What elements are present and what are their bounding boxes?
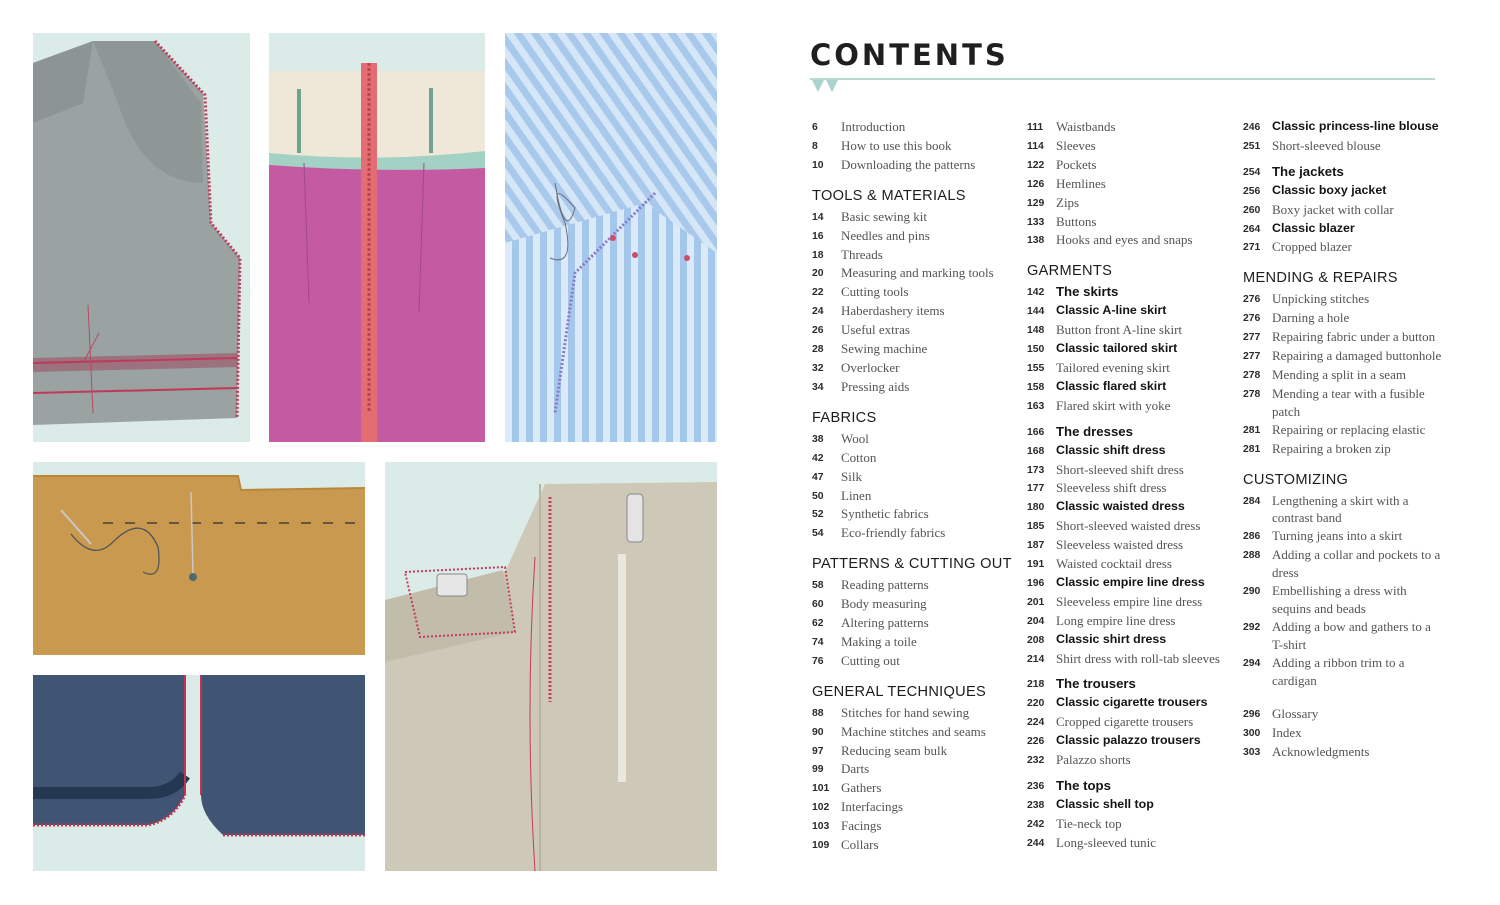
toc-page-number: 150 [1027, 344, 1045, 356]
toc-entry [1027, 675, 1232, 694]
toc-entry [1027, 796, 1232, 815]
toc-page-number: 129 [1027, 197, 1045, 209]
toc-entry-title: Adding a bow and gathers to a T-shirt [1272, 618, 1431, 652]
toc-entry-title: Sleeveless shift dress [1056, 480, 1167, 496]
title-triangle-right [826, 80, 838, 92]
toc-entry [812, 760, 1017, 779]
toc-entry [1243, 618, 1443, 654]
photo-striped-shirt [505, 33, 717, 442]
toc-entry-title: Classic blazer [1272, 220, 1355, 235]
toc-page-number: 276 [1243, 294, 1261, 306]
toc-entry [1243, 705, 1443, 724]
toc-page-number: 102 [812, 802, 830, 814]
toc-page-number: 277 [1243, 332, 1261, 344]
toc-page-number: 254 [1243, 166, 1261, 178]
toc-page-number: 187 [1027, 540, 1045, 552]
toc-entry-title: Glossary [1272, 706, 1319, 722]
toc-entry [1243, 654, 1443, 690]
toc-page-number: 246 [1243, 122, 1261, 133]
toc-entry [1243, 421, 1443, 440]
toc-entry [812, 595, 1017, 614]
toc-entry-title: Repairing or replacing elastic [1272, 421, 1426, 437]
toc-entry [1027, 751, 1232, 770]
toc-page-number: 214 [1027, 653, 1045, 665]
toc-entry [812, 430, 1017, 449]
toc-entry-title: Classic shirt dress [1056, 631, 1167, 646]
toc-entry [1027, 359, 1232, 378]
toc-entry-title: Classic tailored skirt [1056, 341, 1178, 356]
toc-page-number: 158 [1027, 381, 1045, 393]
toc-entry-title: Waisted cocktail dress [1056, 556, 1172, 572]
section-heading: PATTERNS & CUTTING OUT [812, 556, 1012, 573]
toc-page-number: 126 [1027, 178, 1045, 190]
toc-page-number: 76 [812, 655, 824, 667]
toc-entry [812, 321, 1017, 340]
toc-entry-title: Facings [841, 818, 882, 834]
toc-entry-title: Palazzo shorts [1056, 752, 1131, 768]
toc-entry-title: Reducing seam bulk [841, 742, 948, 758]
toc-page-number: 99 [812, 764, 824, 776]
toc-entry-title: Classic boxy jacket [1272, 182, 1387, 197]
toc-entry-title: Buttons [1056, 213, 1097, 229]
toc-entry-title: Sleeveless empire line dress [1056, 593, 1203, 609]
toc-page-number: 185 [1027, 521, 1045, 533]
toc-entry-title: Tailored evening skirt [1056, 359, 1170, 375]
toc-entry [1243, 347, 1443, 366]
toc-entry-title: Adding a collar and pockets to a dress [1272, 547, 1441, 581]
toc-entry-title: Making a toile [841, 633, 917, 649]
toc-entry [1027, 194, 1232, 213]
toc-page-number: 236 [1027, 781, 1045, 792]
toc-entry-title: Short-sleeved shift dress [1056, 461, 1184, 477]
toc-entry-title: Classic princess-line blouse [1272, 119, 1439, 133]
toc-page-number: 300 [1243, 728, 1261, 740]
toc-entry [1027, 517, 1232, 536]
toc-page-number: 20 [812, 268, 824, 280]
toc-entry [1027, 612, 1232, 631]
toc-entry-title: Stitches for hand sewing [841, 704, 970, 720]
toc-entry [1243, 137, 1443, 156]
toc-entry [1027, 231, 1232, 250]
toc-entry [1027, 175, 1232, 194]
toc-entry-title: Pockets [1056, 156, 1097, 172]
toc-entry-title: Measuring and marking tools [841, 265, 994, 281]
toc-page-number: 114 [1027, 140, 1044, 152]
toc-entry-title: Classic empire line dress [1056, 574, 1205, 589]
toc-entry [1027, 378, 1232, 397]
toc-page-number: 303 [1243, 747, 1261, 759]
toc-entry [1027, 694, 1232, 713]
toc-entry-title: Classic A-line skirt [1056, 303, 1167, 318]
toc-entry [1027, 593, 1232, 612]
toc-entry-title: Button front A-line skirt [1056, 322, 1183, 338]
toc-page-number: 52 [812, 509, 824, 521]
toc-page-number: 292 [1243, 621, 1261, 633]
toc-page-number: 101 [812, 783, 830, 795]
toc-entry-title: Collars [841, 837, 879, 853]
toc-page-number: 60 [812, 599, 824, 611]
toc-entry-title: Repairing a broken zip [1272, 440, 1391, 456]
toc-page-number: 191 [1027, 559, 1045, 571]
toc-page-number: 232 [1027, 755, 1045, 767]
toc-page-number: 26 [812, 325, 824, 337]
toc-entry [1027, 732, 1232, 751]
toc-page-number: 208 [1027, 634, 1045, 646]
toc-page-number: 278 [1243, 388, 1261, 400]
toc-entry [1243, 724, 1443, 743]
toc-page-number: 10 [812, 159, 824, 171]
toc-entry-title: Repairing fabric under a button [1272, 329, 1436, 345]
toc-entry-title: Sewing machine [841, 341, 928, 357]
toc-page-number: 42 [812, 452, 824, 464]
toc-entry [812, 723, 1017, 742]
toc-page-number: 22 [812, 287, 824, 299]
toc-entry-title: Useful extras [841, 322, 910, 338]
toc-page-number: 264 [1243, 223, 1261, 235]
toc-entry-title: Overlocker [841, 359, 900, 375]
toc-entry-title: Darts [841, 761, 870, 777]
toc-page-number: 294 [1243, 657, 1261, 669]
toc-entry-title: Short-sleeved blouse [1272, 137, 1381, 153]
toc-entry [812, 576, 1017, 595]
toc-entry [812, 779, 1017, 798]
toc-entry [1027, 574, 1232, 593]
toc-page-number: 218 [1027, 679, 1045, 691]
section-heading: FABRICS [812, 409, 877, 426]
toc-page-number: 54 [812, 528, 824, 540]
toc-page-number: 138 [1027, 235, 1045, 247]
toc-entry [812, 208, 1017, 227]
toc-page-number: 6 [812, 122, 818, 133]
toc-entry-title: Classic flared skirt [1056, 378, 1167, 393]
section-heading: MENDING & REPAIRS [1243, 270, 1398, 287]
toc-entry-title: Mending a tear with a fusible patch [1272, 385, 1425, 419]
toc-page-number: 204 [1027, 615, 1045, 627]
toc-entry-title: Classic shift dress [1056, 442, 1166, 457]
toc-entry [812, 302, 1017, 321]
toc-page-number: 50 [812, 490, 824, 502]
toc-entry [1027, 777, 1232, 796]
toc-page-number: 8 [812, 140, 818, 152]
toc-entry-title: Long-sleeved tunic [1056, 834, 1156, 850]
toc-entry-title: Lengthening a skirt with a contrast band [1272, 492, 1409, 526]
toc-entry-title: Altering patterns [841, 615, 929, 631]
toc-page-number: 196 [1027, 577, 1045, 589]
toc-entry [1027, 650, 1232, 669]
toc-entry-title: Acknowledgments [1272, 744, 1370, 760]
toc-entry-title: Wool [841, 430, 869, 446]
toc-entry [812, 633, 1017, 652]
toc-entry [1243, 385, 1443, 421]
toc-entry [812, 704, 1017, 723]
toc-entry-title: Haberdashery items [841, 303, 945, 319]
toc-page-number: 148 [1027, 325, 1045, 337]
toc-entry [812, 468, 1017, 487]
toc-entry [1243, 163, 1443, 182]
toc-entry-title: Flared skirt with yoke [1056, 397, 1171, 413]
toc-entry-title: Boxy jacket with collar [1272, 201, 1394, 217]
toc-entry-title: Sleeveless waisted dress [1056, 537, 1184, 553]
toc-page-number: 286 [1243, 531, 1261, 543]
toc-entry-title: Synthetic fabrics [841, 506, 929, 522]
toc-page-number: 133 [1027, 216, 1045, 228]
toc-entry-title: The jackets [1272, 163, 1344, 179]
toc-entry [1027, 498, 1232, 517]
toc-page-number: 284 [1243, 495, 1261, 507]
toc-entry [1027, 321, 1232, 340]
toc-page-number: 177 [1027, 483, 1045, 495]
toc-page-number: 271 [1243, 242, 1261, 254]
toc-entry [1027, 397, 1232, 416]
toc-page-number: 103 [812, 821, 830, 833]
toc-entry [1243, 118, 1443, 137]
toc-entry-title: Adding a ribbon trim to a cardigan [1272, 654, 1405, 688]
toc-page-number: 220 [1027, 698, 1045, 710]
toc-entry [812, 742, 1017, 761]
toc-entry-title: Silk [841, 468, 862, 484]
toc-entry-title: How to use this book [841, 137, 952, 153]
toc-entry-title: Cutting tools [841, 284, 909, 300]
toc-page-number: 90 [812, 726, 824, 738]
toc-entry-title: Shirt dress with roll-tab sleeves [1056, 650, 1220, 666]
toc-entry-title: Waistbands [1056, 119, 1116, 134]
toc-page-number: 281 [1243, 424, 1261, 436]
toc-page-number: 242 [1027, 818, 1045, 830]
toc-entry [1243, 201, 1443, 220]
toc-page-number: 144 [1027, 306, 1045, 318]
section-heading: GENERAL TECHNIQUES [812, 683, 987, 700]
toc-entry [812, 118, 1017, 137]
toc-entry-title: Repairing a damaged buttonhole [1272, 348, 1442, 364]
photo-zip-insertion [269, 33, 485, 442]
page-title: CONTENTS [810, 38, 1009, 72]
toc-page-number: 288 [1243, 550, 1261, 562]
toc-page-number: 97 [812, 745, 824, 757]
toc-page-number: 290 [1243, 586, 1261, 598]
toc-entry-title: Body measuring [841, 596, 927, 612]
toc-page-number: 296 [1243, 709, 1261, 721]
toc-entry [1027, 213, 1232, 232]
toc-entry-title: Threads [841, 246, 883, 262]
toc-entry [1243, 582, 1443, 618]
toc-entry-title: Linen [841, 487, 872, 503]
toc-entry [1027, 461, 1232, 480]
photo-denim-hems [33, 675, 365, 871]
toc-entry-title: Cotton [841, 449, 877, 465]
toc-page-number: 168 [1027, 445, 1045, 457]
toc-entry [812, 283, 1017, 302]
toc-entry-title: Eco-friendly fabrics [841, 525, 946, 541]
toc-page-number: 88 [812, 707, 824, 719]
toc-entry [1027, 302, 1232, 321]
toc-page-number: 16 [812, 230, 824, 242]
section-heading: TOOLS & MATERIALS [812, 187, 966, 204]
toc-entry [812, 524, 1017, 543]
toc-entry-title: Classic cigarette trousers [1056, 695, 1208, 710]
toc-entry [812, 487, 1017, 506]
toc-entry-title: Interfacings [841, 799, 904, 815]
toc-page-number: 122 [1027, 159, 1045, 171]
toc-entry-title: Embellishing a dress with sequins and beads [1272, 583, 1407, 616]
toc-entry-title: Zips [1056, 194, 1080, 210]
toc-entry-title: Hemlines [1056, 175, 1106, 191]
title-triangle-left [812, 80, 824, 92]
toc-entry [812, 227, 1017, 246]
toc-entry-title: Needles and pins [841, 227, 930, 243]
toc-page-number: 277 [1243, 351, 1261, 363]
toc-entry-title: Cutting out [841, 652, 900, 668]
contents-column-3 [1243, 118, 1443, 762]
toc-entry [812, 614, 1017, 633]
contents-column-2 [1027, 118, 1232, 853]
toc-entry-title: The dresses [1056, 423, 1133, 439]
toc-entry [1243, 328, 1443, 347]
toc-page-number: 201 [1027, 596, 1045, 608]
toc-page-number: 251 [1243, 140, 1261, 152]
toc-page-number: 256 [1243, 185, 1261, 197]
toc-entry [1027, 631, 1232, 650]
toc-entry [1027, 283, 1232, 302]
toc-page-number: 47 [812, 471, 824, 483]
photo-tacking-stitches [33, 462, 365, 655]
toc-entry [812, 340, 1017, 359]
toc-entry [812, 264, 1017, 283]
toc-entry [1027, 815, 1232, 834]
toc-entry-title: Index [1272, 725, 1302, 741]
toc-entry-title: Pressing aids [841, 378, 910, 394]
toc-page-number: 155 [1027, 362, 1045, 374]
toc-page-number: 109 [812, 840, 830, 852]
toc-entry-title: Gathers [841, 780, 882, 796]
toc-page-number: 163 [1027, 400, 1045, 412]
toc-page-number: 281 [1243, 443, 1261, 455]
toc-page-number: 58 [812, 580, 824, 592]
toc-page-number: 24 [812, 306, 824, 318]
toc-entry [1027, 423, 1232, 442]
toc-entry [1027, 118, 1232, 137]
toc-entry [1027, 536, 1232, 555]
toc-entry-title: Classic shell top [1056, 796, 1154, 811]
toc-page-number: 276 [1243, 313, 1261, 325]
toc-page-number: 74 [812, 636, 824, 648]
toc-entry [1243, 182, 1443, 201]
photo-trouser-fly [385, 462, 717, 871]
toc-entry [1027, 442, 1232, 461]
toc-entry [812, 359, 1017, 378]
toc-entry-title: Classic waisted dress [1056, 499, 1185, 514]
toc-page-number: 28 [812, 344, 824, 356]
toc-page-number: 14 [812, 211, 824, 223]
toc-entry [1243, 743, 1443, 762]
toc-entry [812, 836, 1017, 855]
toc-entry [1027, 137, 1232, 156]
toc-entry [812, 817, 1017, 836]
toc-entry-title: Tie-neck top [1056, 815, 1122, 831]
toc-entry [812, 652, 1017, 671]
toc-entry [812, 137, 1017, 156]
toc-page-number: 62 [812, 618, 824, 630]
contents-column-1 [812, 118, 1017, 855]
toc-entry-title: Hooks and eyes and snaps [1056, 232, 1193, 248]
toc-page-number: 142 [1027, 287, 1045, 299]
photo-bodice-seams [33, 33, 250, 442]
toc-page-number: 238 [1027, 799, 1045, 811]
toc-entry [1243, 366, 1443, 385]
toc-entry [1243, 440, 1443, 459]
toc-entry-title: Basic sewing kit [841, 208, 927, 224]
toc-entry-title: Reading patterns [841, 577, 929, 593]
toc-page-number: 173 [1027, 464, 1045, 476]
toc-entry [812, 378, 1017, 397]
toc-page-number: 32 [812, 362, 824, 374]
toc-page-number: 226 [1027, 736, 1045, 748]
toc-entry-title: Unpicking stitches [1272, 291, 1370, 307]
toc-page-number: 34 [812, 381, 824, 393]
toc-entry [1027, 713, 1232, 732]
toc-entry [1243, 290, 1443, 309]
toc-page-number: 224 [1027, 717, 1045, 729]
toc-entry [1027, 340, 1232, 359]
toc-entry [1243, 527, 1443, 546]
toc-entry-title: Classic palazzo trousers [1056, 733, 1201, 748]
toc-entry-title: Short-sleeved waisted dress [1056, 518, 1201, 534]
toc-entry-title: The trousers [1056, 676, 1136, 692]
section-heading: CUSTOMIZING [1243, 471, 1349, 488]
toc-entry [1243, 238, 1443, 257]
toc-entry [1243, 220, 1443, 239]
toc-page-number: 18 [812, 249, 824, 261]
toc-entry-title: Turning jeans into a skirt [1272, 528, 1403, 544]
toc-page-number: 111 [1027, 122, 1044, 133]
toc-entry [1027, 555, 1232, 574]
toc-entry [812, 449, 1017, 468]
toc-entry [812, 246, 1017, 265]
toc-entry-title: Sleeves [1056, 137, 1096, 153]
toc-entry [1027, 156, 1232, 175]
toc-entry-title: The tops [1056, 778, 1111, 793]
toc-entry [812, 505, 1017, 524]
toc-page-number: 260 [1243, 204, 1261, 216]
toc-page-number: 278 [1243, 369, 1261, 381]
toc-entry [812, 156, 1017, 175]
toc-entry-title: The skirts [1056, 284, 1119, 300]
toc-page-number: 38 [812, 433, 824, 445]
toc-entry-title: Introduction [841, 119, 906, 134]
toc-page-number: 180 [1027, 502, 1045, 514]
toc-page-number: 166 [1027, 426, 1045, 438]
toc-entry-title: Cropped cigarette trousers [1056, 714, 1194, 730]
toc-entry-title: Cropped blazer [1272, 239, 1352, 255]
toc-entry [812, 798, 1017, 817]
toc-entry-title: Mending a split in a seam [1272, 366, 1406, 382]
toc-entry-title: Long empire line dress [1056, 612, 1176, 628]
toc-entry [1243, 546, 1443, 582]
toc-entry-title: Darning a hole [1272, 310, 1350, 326]
toc-entry [1027, 479, 1232, 498]
toc-entry [1243, 309, 1443, 328]
toc-entry-title: Downloading the patterns [841, 156, 976, 172]
toc-page-number: 244 [1027, 837, 1045, 849]
toc-entry-title: Machine stitches and seams [841, 723, 986, 739]
toc-entry [1027, 834, 1232, 853]
title-rule [810, 78, 1435, 80]
toc-entry [1243, 492, 1443, 528]
section-heading: GARMENTS [1027, 263, 1113, 280]
